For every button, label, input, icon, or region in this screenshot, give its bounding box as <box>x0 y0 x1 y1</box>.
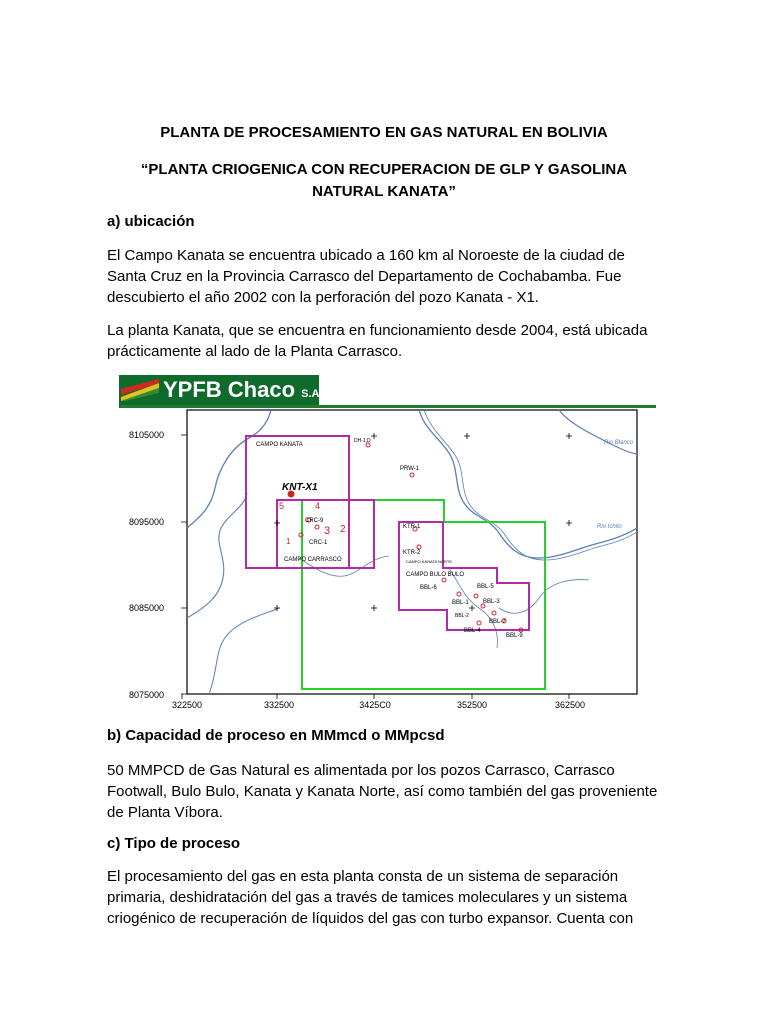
x-tick: 332500 <box>263 700 295 710</box>
x-tick: 362500 <box>554 700 586 710</box>
label-campo-bulo-bulo: CAMPO BULO BULO <box>406 572 465 578</box>
label-bbl3: BBL-3 <box>483 599 500 605</box>
text-line: El Campo Kanata se encuentra ubicado a 160 km al Noroeste de la ciudad de <box>107 247 625 264</box>
label-num-5: 5 <box>279 501 285 511</box>
text-line: primaria, deshidratación del gas a través de tamices moleculares y un sistema <box>107 889 628 906</box>
map-canvas <box>119 408 656 712</box>
y-tick: 8085000 <box>129 603 165 613</box>
label-num-3: 3 <box>324 525 331 537</box>
label-crc9: CRC-9 <box>305 518 324 524</box>
document-title: PLANTA DE PROCESAMIENTO EN GAS NATURAL EN BOLIVIA <box>160 124 608 141</box>
text-line: de Planta Víbora. <box>107 804 223 821</box>
y-axis <box>129 430 164 700</box>
logo-suffix: S.A. <box>301 388 323 400</box>
y-tick: 8105000 <box>129 430 165 440</box>
label-prw1: PRW-1 <box>400 466 420 472</box>
label-bbl1: BBL-1 <box>452 600 469 606</box>
label-rio-ichilo: Rio Ichilo <box>597 524 622 530</box>
text-line: La planta Kanata, que se encuentra en funcionamiento desde 2004, está ubicada <box>107 322 648 339</box>
location-map-figure <box>119 372 656 712</box>
label-ktr2: KTR-2 <box>403 550 421 556</box>
y-tick-marks <box>181 435 187 694</box>
paragraph-capacidad <box>107 760 667 823</box>
label-bbl6: BBL-6 <box>420 585 437 591</box>
x-tick: 352500 <box>456 700 488 710</box>
label-num-2: 2 <box>340 524 346 535</box>
x-tick: 3425C0 <box>359 700 391 710</box>
heading-ubicacion: a) ubicación <box>107 213 195 230</box>
logo-name: YPFB Chaco <box>163 377 296 402</box>
map-banner <box>119 372 656 408</box>
text-line: Santa Cruz en la Provincia Carrasco del Departamento de Cochabamba. Fue <box>107 268 622 285</box>
label-campo-carrasco: CAMPO CARRASCO <box>284 557 342 563</box>
x-tick: 322500 <box>171 700 203 710</box>
label-num-1: 1 <box>286 537 291 546</box>
heading-tipo-proceso: c) Tipo de proceso <box>107 835 241 852</box>
y-tick: 8075000 <box>129 690 165 700</box>
label-num-4: 4 <box>315 501 321 511</box>
label-ktr1: KTR-1 <box>403 524 421 530</box>
text-line: 50 MMPCD de Gas Natural es alimentada por los pozos Carrasco, Carrasco <box>107 762 615 779</box>
label-rio-blanco: Rio Blanco <box>604 440 634 446</box>
heading-capacidad: b) Capacidad de proceso en MMmcd o MMpcsd <box>107 727 445 744</box>
label-bbl2: BBL-2 <box>455 613 469 619</box>
label-dh: DH-1,D <box>354 438 371 444</box>
label-campo-kanata-norte: CAMPO KANATA NORTE <box>406 559 453 564</box>
label-bbl4: BBL-4 <box>464 628 481 634</box>
label-campo-kanata: CAMPO KANATA <box>256 442 303 448</box>
label-bbl7: BBL-7 <box>489 619 506 625</box>
document-subtitle-line-2: NATURAL KANATA” <box>312 183 456 200</box>
paragraph-tipo-proceso <box>107 866 667 929</box>
paragraph-planta-kanata <box>107 320 667 362</box>
paragraph-campo-kanata <box>107 245 667 308</box>
label-bbl9: BBL-9 <box>506 633 523 639</box>
text-line: prácticamente al lado de la Planta Carrasco. <box>107 343 403 360</box>
label-knt-x1: KNT-X1 <box>282 482 318 493</box>
document-subtitle-line-1: “PLANTA CRIOGENICA CON RECUPERACION DE GLP Y GASOLINA <box>140 161 628 178</box>
logo-text <box>163 377 323 407</box>
text-line: descubierto el año 2002 con la perforación del pozo Kanata - X1. <box>107 289 539 306</box>
x-axis <box>172 700 585 710</box>
y-tick: 8095000 <box>129 517 165 527</box>
label-bbl5: BBL-5 <box>477 584 494 590</box>
text-line: El procesamiento del gas en esta planta consta de un sistema de separación <box>107 868 619 885</box>
text-line: Footwall, Bulo Bulo, Kanata y Kanata Norte, así como también del gas proveniente <box>107 783 658 800</box>
ypfb-chaco-logo <box>119 375 323 405</box>
text-line: criogénico de recuperación de líquidos del gas con turbo expansor. Cuenta con <box>107 910 634 927</box>
label-crc1: CRC-1 <box>309 540 328 546</box>
x-tick-marks <box>182 694 569 699</box>
flag-logo-icon <box>121 379 159 401</box>
